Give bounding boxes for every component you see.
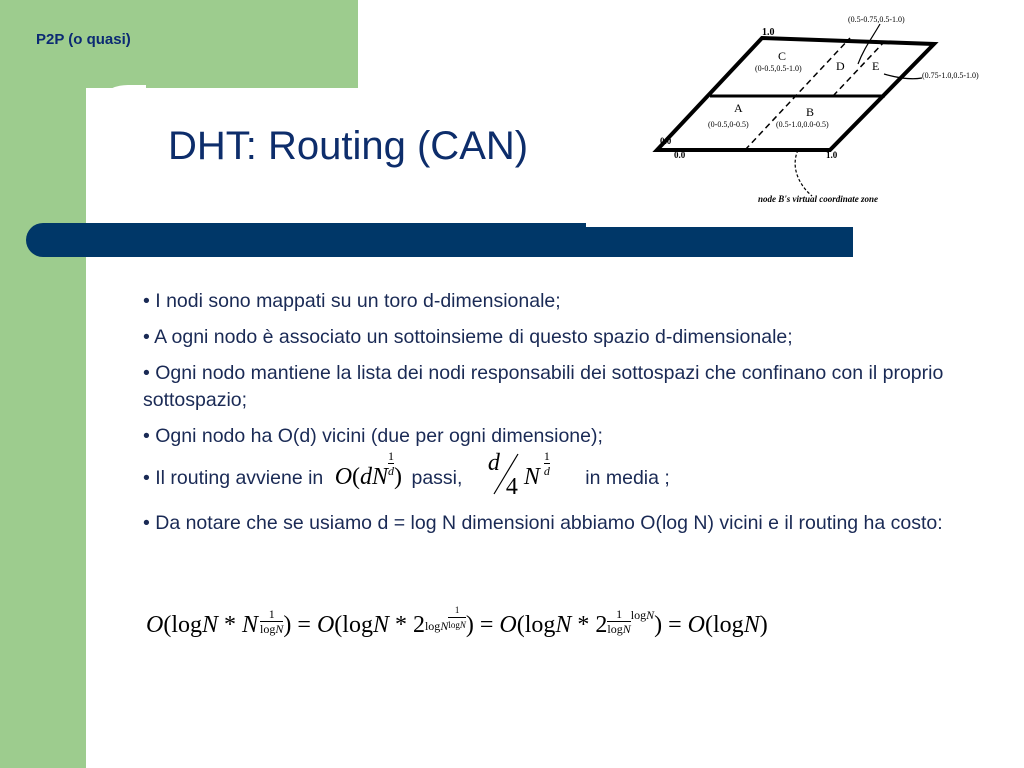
exp-logn-over-logn: $\frac{1}{\log N}$: [607, 607, 631, 636]
routing-middle: passi,: [411, 467, 463, 490]
green-sidebar: [0, 0, 86, 768]
title-bar: [26, 223, 586, 257]
bullet-2: • A ogni nodo è associato un sottoinsieme di questo spazio d-dimensionale;: [143, 326, 793, 348]
bullet-routing: [143, 449, 1013, 500]
can-coordinate-diagram: [650, 8, 1010, 213]
bullet-list: [143, 288, 1013, 546]
label-top-right-coord: (0.5-0.75,0.5-1.0): [848, 15, 905, 24]
white-corner: [86, 85, 146, 145]
zone-d: D: [836, 59, 845, 73]
title-bar-extension: [586, 227, 853, 257]
coordinate-space-outline: [657, 38, 934, 150]
zone-b: B: [806, 105, 815, 119]
bullet-4: • Ogni nodo ha O(d) vicini (due per ogni dimensione);: [143, 425, 603, 447]
bullet-3: • Ogni nodo mantiene la lista dei nodi responsabili dei sottospazi che confinano con il proprio sottospazio;: [143, 362, 944, 411]
zone-a: A: [734, 101, 743, 115]
routing-suffix: in media ;: [585, 467, 670, 490]
slide-title: DHT: Routing (CAN): [168, 124, 529, 168]
zone-a-coord: (0-0.5,0-0.5): [708, 120, 749, 129]
routing-prefix: • Il routing avviene in: [143, 467, 324, 490]
bullet-last: • Da notare che se usiamo d = log N dimensioni abbiamo O(log N) vicini e il routing ha costo:: [143, 512, 943, 534]
formula-d4-n: d 4 N 1 d: [487, 449, 550, 500]
exp-logn-pow: logN $\frac{1}{\log N}$: [424, 605, 466, 633]
bullet-1: • I nodi sono mappati su un toro d-dimensionale;: [143, 290, 561, 312]
label-right-coord: (0.75-1.0,0.5-1.0): [922, 71, 979, 80]
zone-e: E: [872, 59, 880, 73]
label-top-1: 1.0: [762, 27, 775, 38]
cost-formula: O(logN * N $\frac{1}{\log N}$ ) = O(logN * 2 logN $\frac{1}{\log N}$ ) = O(logN * 2 $\frac{1}{\log N}$ $^{logN}$) = O(logN): [146, 612, 768, 651]
label-origin-y: 0.0: [660, 136, 672, 146]
header-label: P2P (o quasi): [36, 31, 131, 48]
exponent-1-over-d: $\frac{1}{d}$: [388, 449, 395, 478]
zone-c-coord: (0-0.5,0.5-1.0): [755, 64, 802, 73]
label-origin-x: 0.0: [674, 150, 686, 160]
zone-c: C: [778, 49, 787, 63]
arrow-to-caption: [795, 150, 812, 196]
exp-1-over-logn-a: $\frac{1}{\log N}$: [260, 607, 284, 636]
zone-b-coord: (0.5-1.0,0.0-0.5): [776, 120, 829, 129]
label-bottom-right: 1.0: [826, 150, 838, 160]
diagram-caption: node B's virtual coordinate zone: [758, 194, 879, 204]
formula-o-dn: O(dN $\frac{1}{d}$ ): [334, 449, 403, 491]
